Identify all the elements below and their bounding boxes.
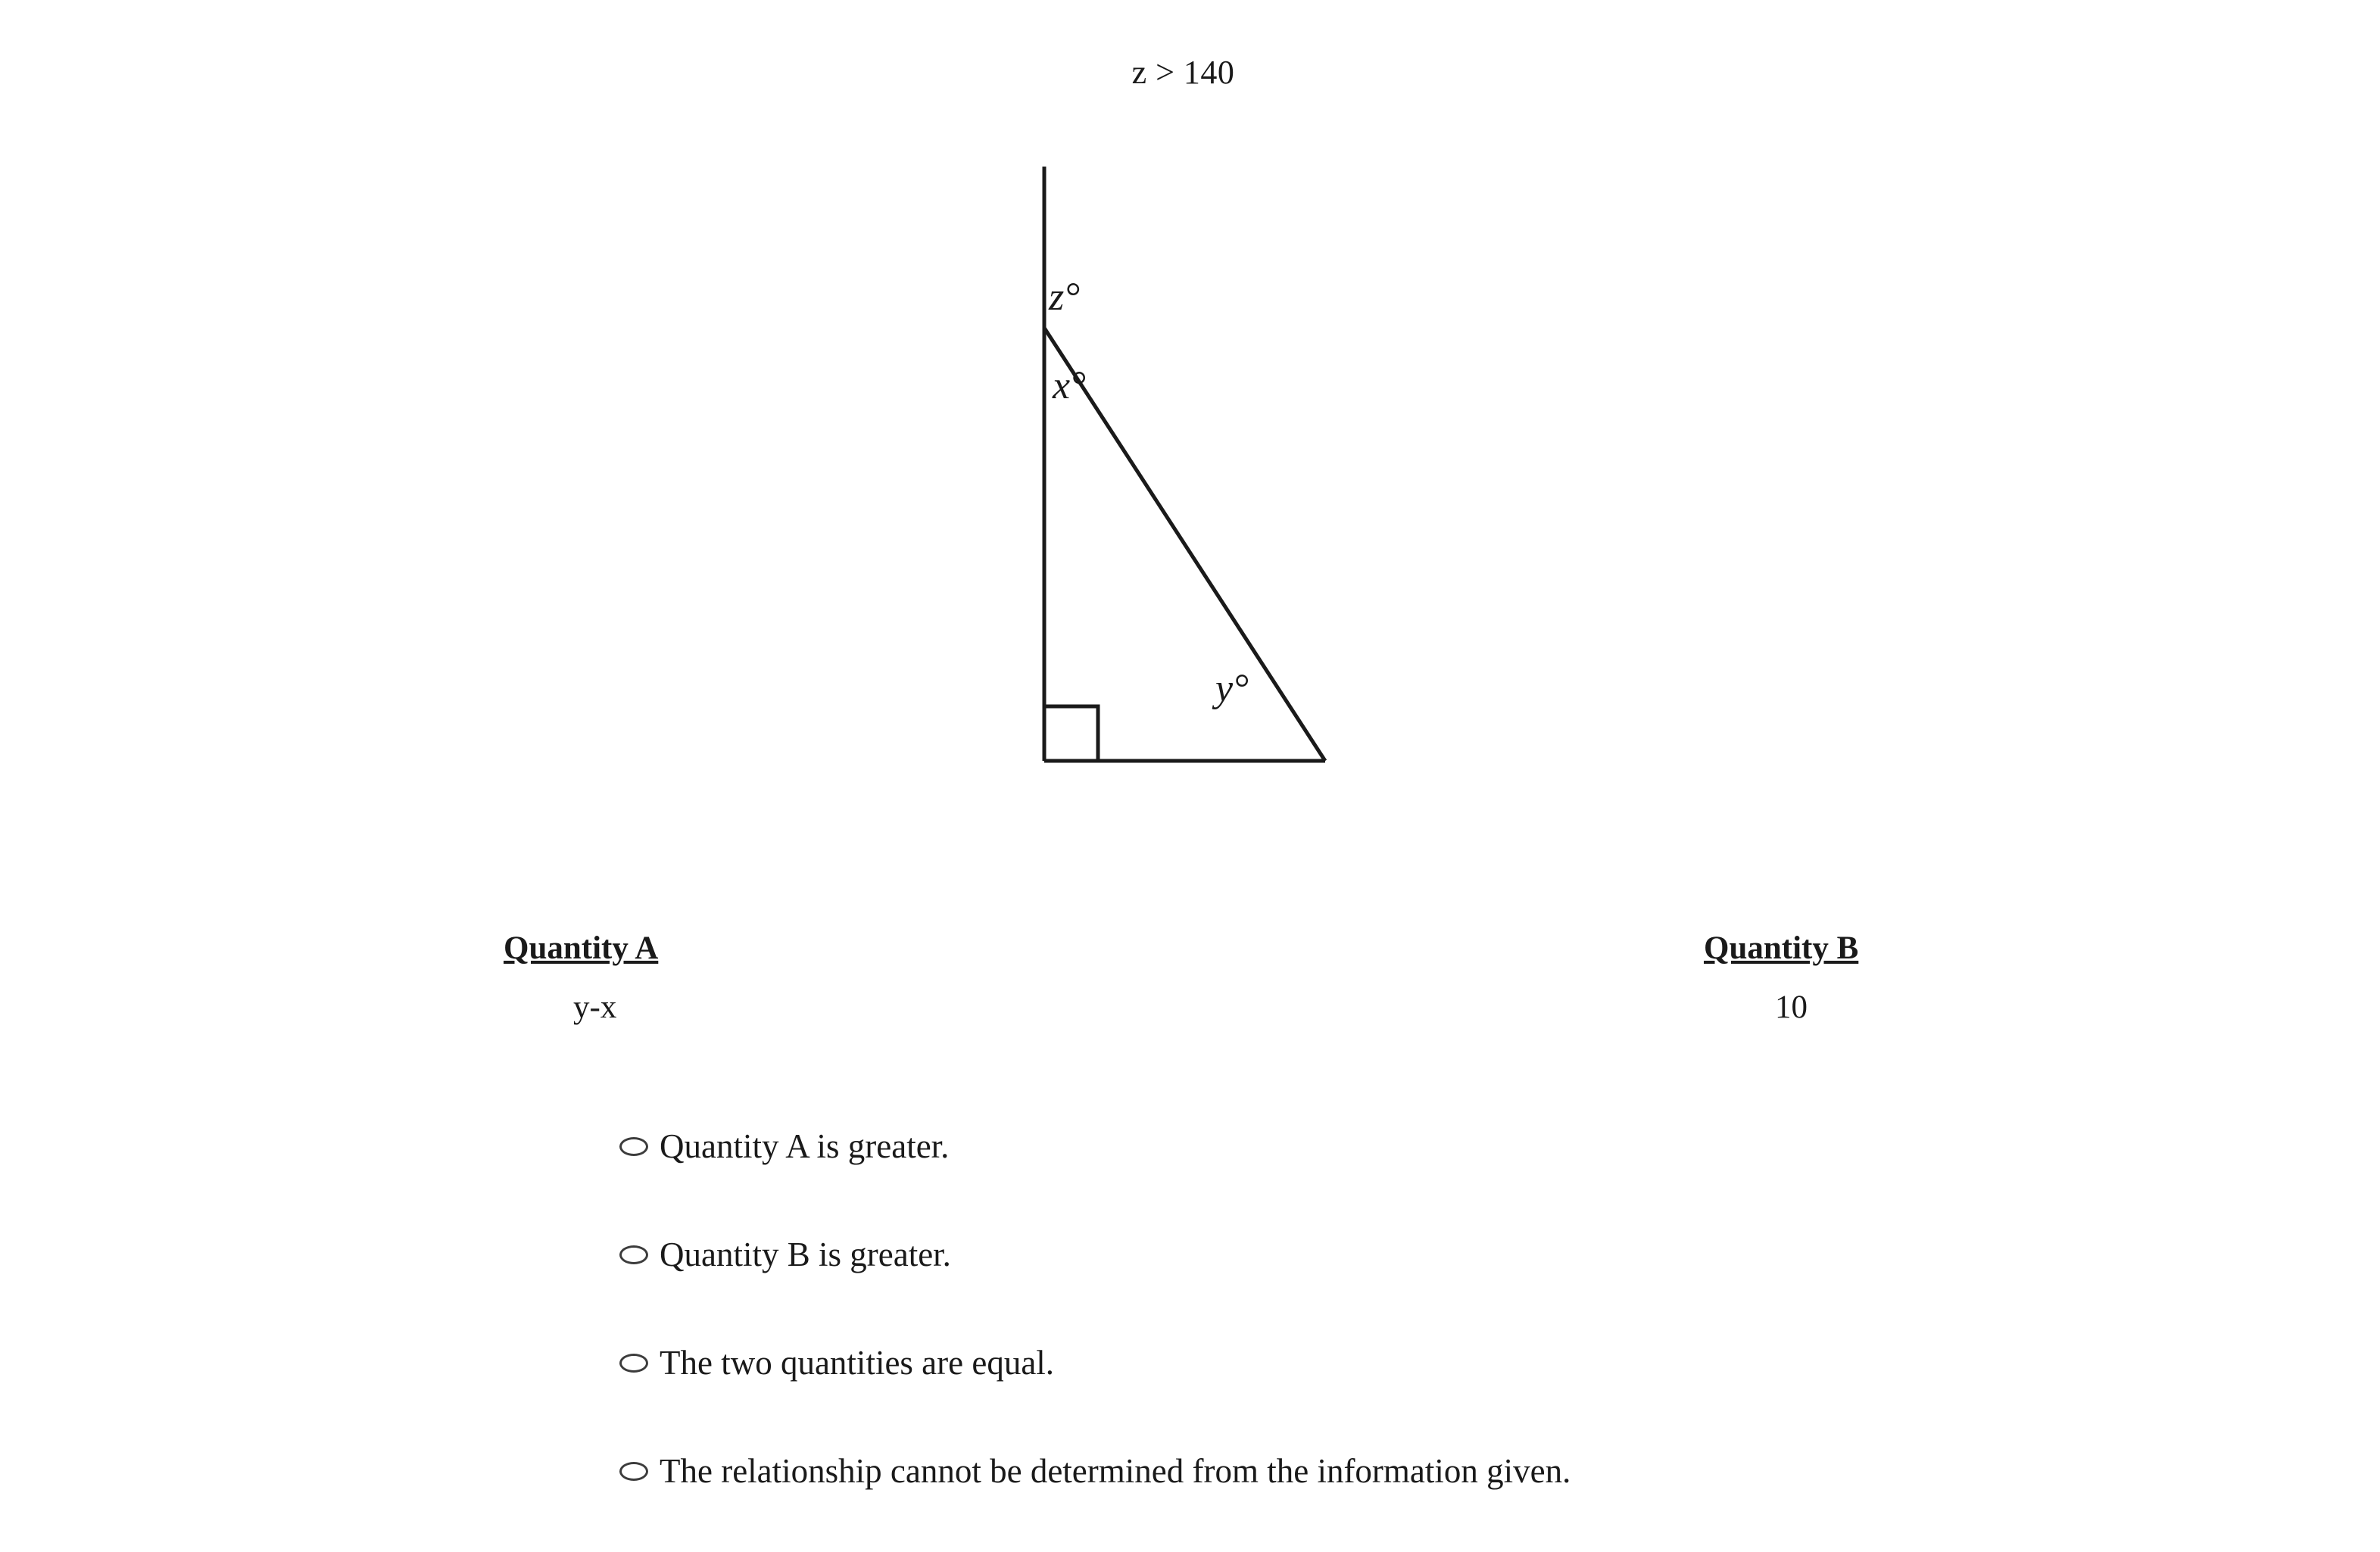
condition-statement bbox=[0, 53, 2380, 92]
angle-label-x bbox=[1053, 363, 1086, 408]
radio-button-icon[interactable] bbox=[619, 1354, 648, 1373]
condition-text: z > 140 bbox=[1131, 54, 1235, 91]
choice-option-1[interactable] bbox=[619, 1119, 2210, 1173]
choice-option-4[interactable] bbox=[619, 1444, 2210, 1498]
choice-label: The two quantities are equal. bbox=[660, 1343, 1055, 1382]
angle-label-y-text: y° bbox=[1215, 667, 1249, 710]
choice-label: The relationship cannot be determined from the information given. bbox=[660, 1451, 1571, 1490]
radio-button-icon[interactable] bbox=[619, 1462, 648, 1481]
angle-label-y bbox=[1215, 666, 1249, 711]
quantity-a-header: Quantity A bbox=[504, 930, 659, 966]
choice-option-2[interactable] bbox=[619, 1227, 2210, 1282]
radio-button-icon[interactable] bbox=[619, 1245, 648, 1264]
radio-button-icon[interactable] bbox=[619, 1137, 648, 1156]
triangle-figure bbox=[1007, 163, 1363, 784]
angle-label-x-text: x° bbox=[1053, 364, 1086, 407]
angle-label-z bbox=[1049, 275, 1080, 319]
choice-label: Quantity A is greater. bbox=[660, 1127, 950, 1165]
quantity-b-header: Quantity B bbox=[1704, 930, 1859, 966]
choice-label: Quantity B is greater. bbox=[660, 1235, 951, 1273]
quantity-a-value: y-x bbox=[573, 989, 617, 1025]
answer-choices bbox=[619, 1119, 2210, 1552]
choice-option-3[interactable] bbox=[619, 1335, 2210, 1390]
quantity-comparison bbox=[0, 930, 2380, 1028]
quantity-b-value: 10 bbox=[1775, 989, 1808, 1025]
angle-label-z-text: z° bbox=[1049, 276, 1081, 319]
